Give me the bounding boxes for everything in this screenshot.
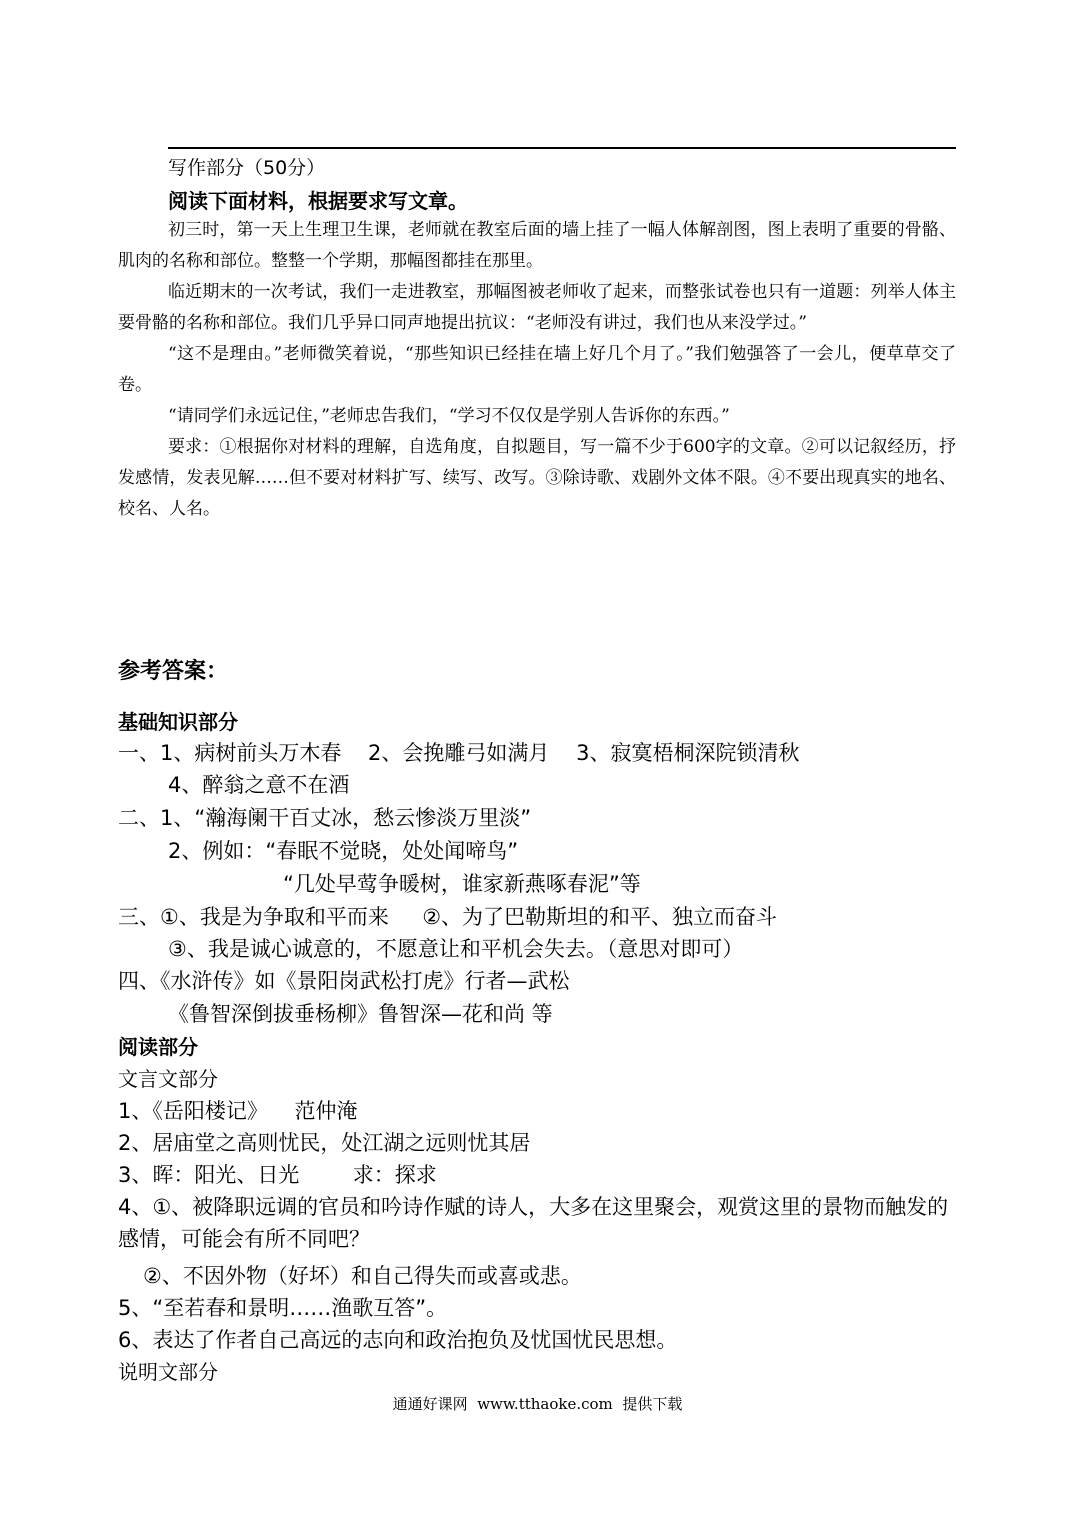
writing-material xyxy=(118,215,956,525)
answer-line: 3、晖：阳光、日光 求：探求 xyxy=(118,1163,437,1187)
answer-line: 二、1、“瀚海阑干百丈冰，愁云惨淡万里淡” xyxy=(118,806,532,830)
answer-line: 6、表达了作者自己高远的志向和政治抱负及忧国忧民思想。 xyxy=(118,1328,678,1352)
material-paragraph: 临近期末的一次考试，我们一走进教室，那幅图被老师收了起来，而整张试卷也只有一道题：列举人体主要骨骼的名称和部位。我们几乎异口同声地提出抗议：“老师没有讲过，我们也从来没学过。” xyxy=(118,282,956,333)
answer-line: 四、《水浒传》如《景阳岗武松打虎》行者—武松 xyxy=(118,969,570,993)
answer-line: 4、醉翁之意不在酒 xyxy=(168,773,350,797)
material-paragraph: “请同学们永远记住，”老师忠告我们，“学习不仅仅是学别人告诉你的东西。” xyxy=(168,406,730,426)
material-paragraph: 初三时，第一天上生理卫生课，老师就在教室后面的墙上挂了一幅人体解剖图，图上表明了重要的骨骼、肌肉的名称和部位。整整一个学期，那幅图都挂在那里。 xyxy=(118,220,956,271)
writing-heading: 写作部分（50分） xyxy=(168,157,326,179)
top-rule xyxy=(168,147,956,149)
answer-line: ②、不因外物（好坏）和自己得失而或喜或悲。 xyxy=(143,1264,582,1288)
material-paragraph: “这不是理由。”老师微笑着说，“那些知识已经挂在墙上好几个月了。”我们勉强答了一会儿，便草草交了卷。 xyxy=(118,344,956,395)
page-footer: 通通好课网 www.tthaoke.com 提供下载 xyxy=(392,1395,683,1413)
basics-heading: 基础知识部分 xyxy=(118,710,238,734)
answer-line: 三、①、我是为争取和平而来 ②、为了巴勒斯坦的和平、独立而奋斗 xyxy=(118,905,778,929)
answer-line: 一、1、病树前头万木春 2、会挽雕弓如满月 3、寂寞梧桐深院锁清秋 xyxy=(118,741,800,765)
expository-heading: 说明文部分 xyxy=(118,1360,218,1384)
answer-line: 1、《岳阳楼记》 范仲淹 xyxy=(118,1099,358,1123)
requirements-paragraph: 要求：①根据你对材料的理解，自选角度，自拟题目，写一篇不少于600字的文章。②可以记叙经历，抒发感情，发表见解……但不要对材料扩写、续写、改写。③除诗歌、戏剧外文体不限。④不要出现真实的地名、校名、人名。 xyxy=(118,437,956,519)
answer-line: 2、例如：“春眠不觉晓，处处闻啼鸟” xyxy=(168,839,519,863)
writing-instruction: 阅读下面材料，根据要求写文章。 xyxy=(168,189,468,213)
answer-line: 2、居庙堂之高则忧民，处江湖之远则忧其居 xyxy=(118,1131,531,1155)
answer-line: ③、我是诚心诚意的，不愿意让和平机会失去。（意思对即可） xyxy=(168,937,744,961)
reading-heading: 阅读部分 xyxy=(118,1035,198,1059)
classical-heading: 文言文部分 xyxy=(118,1067,218,1091)
answer-line: 《鲁智深倒拔垂杨柳》鲁智深—花和尚 等 xyxy=(168,1002,553,1026)
answer-line: 5、“至若春和景明……渔歌互答”。 xyxy=(118,1296,448,1320)
answer-line: 4、①、被降职远调的官员和吟诗作赋的诗人，大多在这里聚会，观赏这里的景物而触发的感情，可能会有所不同吧？ xyxy=(118,1195,949,1251)
answer-line: “几处早莺争暖树，谁家新燕啄春泥”等 xyxy=(283,872,641,896)
answers-title: 参考答案： xyxy=(118,658,229,684)
